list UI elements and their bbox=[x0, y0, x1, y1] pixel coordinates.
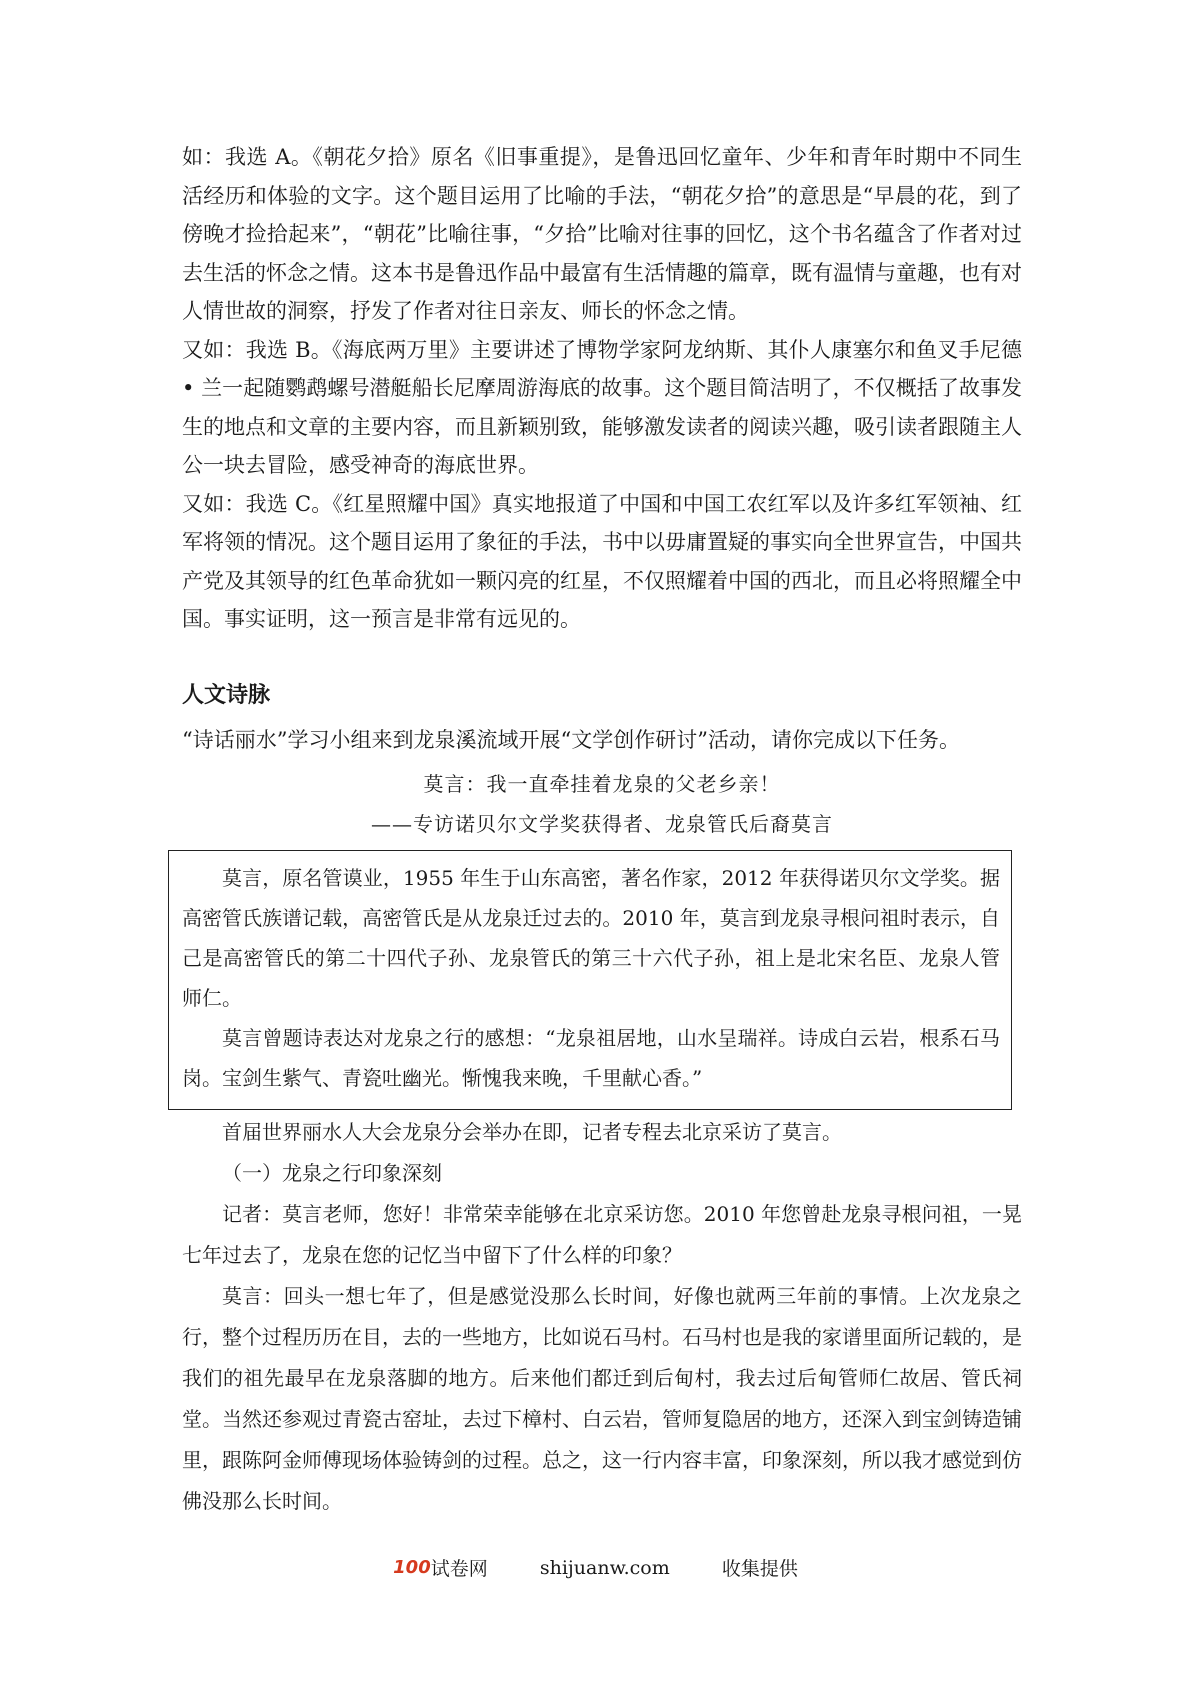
answer-paragraph-a: 如：我选 A。《朝花夕拾》原名《旧事重提》，是鲁迅回忆童年、少年和青年时期中不同生活经历和体验的文字。这个题目运用了比喻的手法，“朝花夕拾”的意思是“早晨的花，到了傍晚才捡拾起来”，“朝花”比喻往事，“夕拾”比喻对往事的回忆，这个书名蕴含了作者对过去生活的怀念之情。这本书是鲁迅作品中最富有生活情趣的篇章，既有温情与童趣，也有对人情世故的洞察，抒发了作者对往日亲友、师长的怀念之情。 bbox=[182, 145, 1022, 323]
article-section-title: （一）龙泉之行印象深刻 bbox=[222, 1161, 442, 1185]
article-paragraph: 记者：莫言老师，您好！非常荣幸能够在北京采访您。2010 年您曾赴龙泉寻根问祖，一晃七年过去了，龙泉在您的记忆当中留下了什么样的印象？ bbox=[182, 1202, 1022, 1267]
info-box-paragraph: 莫言，原名管谟业，1955 年生于山东高密，著名作家，2012 年获得诺贝尔文学奖。据高密管氏族谱记载，高密管氏是从龙泉迁过去的。2010 年，莫言到龙泉寻根问祖时表示，自己是高密管氏的第二十四代子孙、龙泉管氏的第三十六代子孙，祖上是北宋名臣、龙泉人管师仁。 bbox=[182, 866, 1000, 1010]
page-footer bbox=[0, 1554, 1191, 1581]
answer-paragraph-b: 又如：我选 B。《海底两万里》主要讲述了博物学家阿龙纳斯、其仆人康塞尔和鱼叉手尼德 • 兰一起随鹦鹉螺号潜艇船长尼摩周游海底的故事。这个题目简洁明了，不仅概括了故事发生的地点和文章的主要内容，而且新颖别致，能够激发读者的阅读兴趣，吸引读者跟随主人公一块去冒险，感受神奇的海底世界。 bbox=[182, 337, 1022, 477]
info-box bbox=[182, 858, 1000, 1098]
article-paragraph: 莫言：回头一想七年了，但是感觉没那么长时间，好像也就两三年前的事情。上次龙泉之行，整个过程历历在目，去的一些地方，比如说石马村。石马村也是我的家谱里面所记载的，是我们的祖先最早在龙泉落脚的地方。后来他们都迁到后甸村，我去过后甸管师仁故居、管氏祠堂。当然还参观过青瓷古窑址，去过下樟村、白云岩，管师复隐居的地方，还深入到宝剑铸造铺里，跟陈阿金师傅现场体验铸剑的过程。总之，这一行内容丰富，印象深刻，所以我才感觉到仿佛没那么长时间。 bbox=[182, 1284, 1022, 1513]
answer-examples bbox=[182, 138, 1022, 639]
site-logo-icon: 100 bbox=[393, 1557, 431, 1578]
site-url: shijuanw.com bbox=[539, 1556, 670, 1579]
answer-paragraph-c: 又如：我选 C。《红星照耀中国》真实地报道了中国和中国工农红军以及许多红军领袖、红军将领的情况。这个题目运用了象征的手法，书中以毋庸置疑的事实向全世界宣告，中国共产党及其领导的红色革命犹如一颗闪亮的红星，不仅照耀着中国的西北，而且必将照耀全中国。事实证明，这一预言是非常有远见的。 bbox=[182, 491, 1022, 631]
site-logo-text: 试卷网 bbox=[430, 1558, 488, 1580]
task-intro: “诗话丽水”学习小组来到龙泉溪流域开展“文学创作研讨”活动，请你完成以下任务。 bbox=[182, 728, 960, 752]
info-box-paragraph: 莫言曾题诗表达对龙泉之行的感想：“龙泉祖居地，山水呈瑞祥。诗成白云岩，根系石马岗。宝剑生紫气、青瓷吐幽光。惭愧我来晚，千里献心香。” bbox=[182, 1026, 1000, 1090]
article-title: 莫言：我一直牵挂着龙泉的父老乡亲！ bbox=[423, 772, 781, 796]
footer-note: 收集提供 bbox=[721, 1558, 798, 1580]
article-paragraph: 首届世界丽水人大会龙泉分会举办在即，记者专程去北京采访了莫言。 bbox=[222, 1120, 842, 1144]
interview-article bbox=[182, 1112, 1022, 1522]
article-subtitle: ——专访诺贝尔文学奖获得者、龙泉管氏后裔莫言 bbox=[371, 812, 833, 836]
section-heading: 人文诗脉 bbox=[182, 683, 271, 708]
